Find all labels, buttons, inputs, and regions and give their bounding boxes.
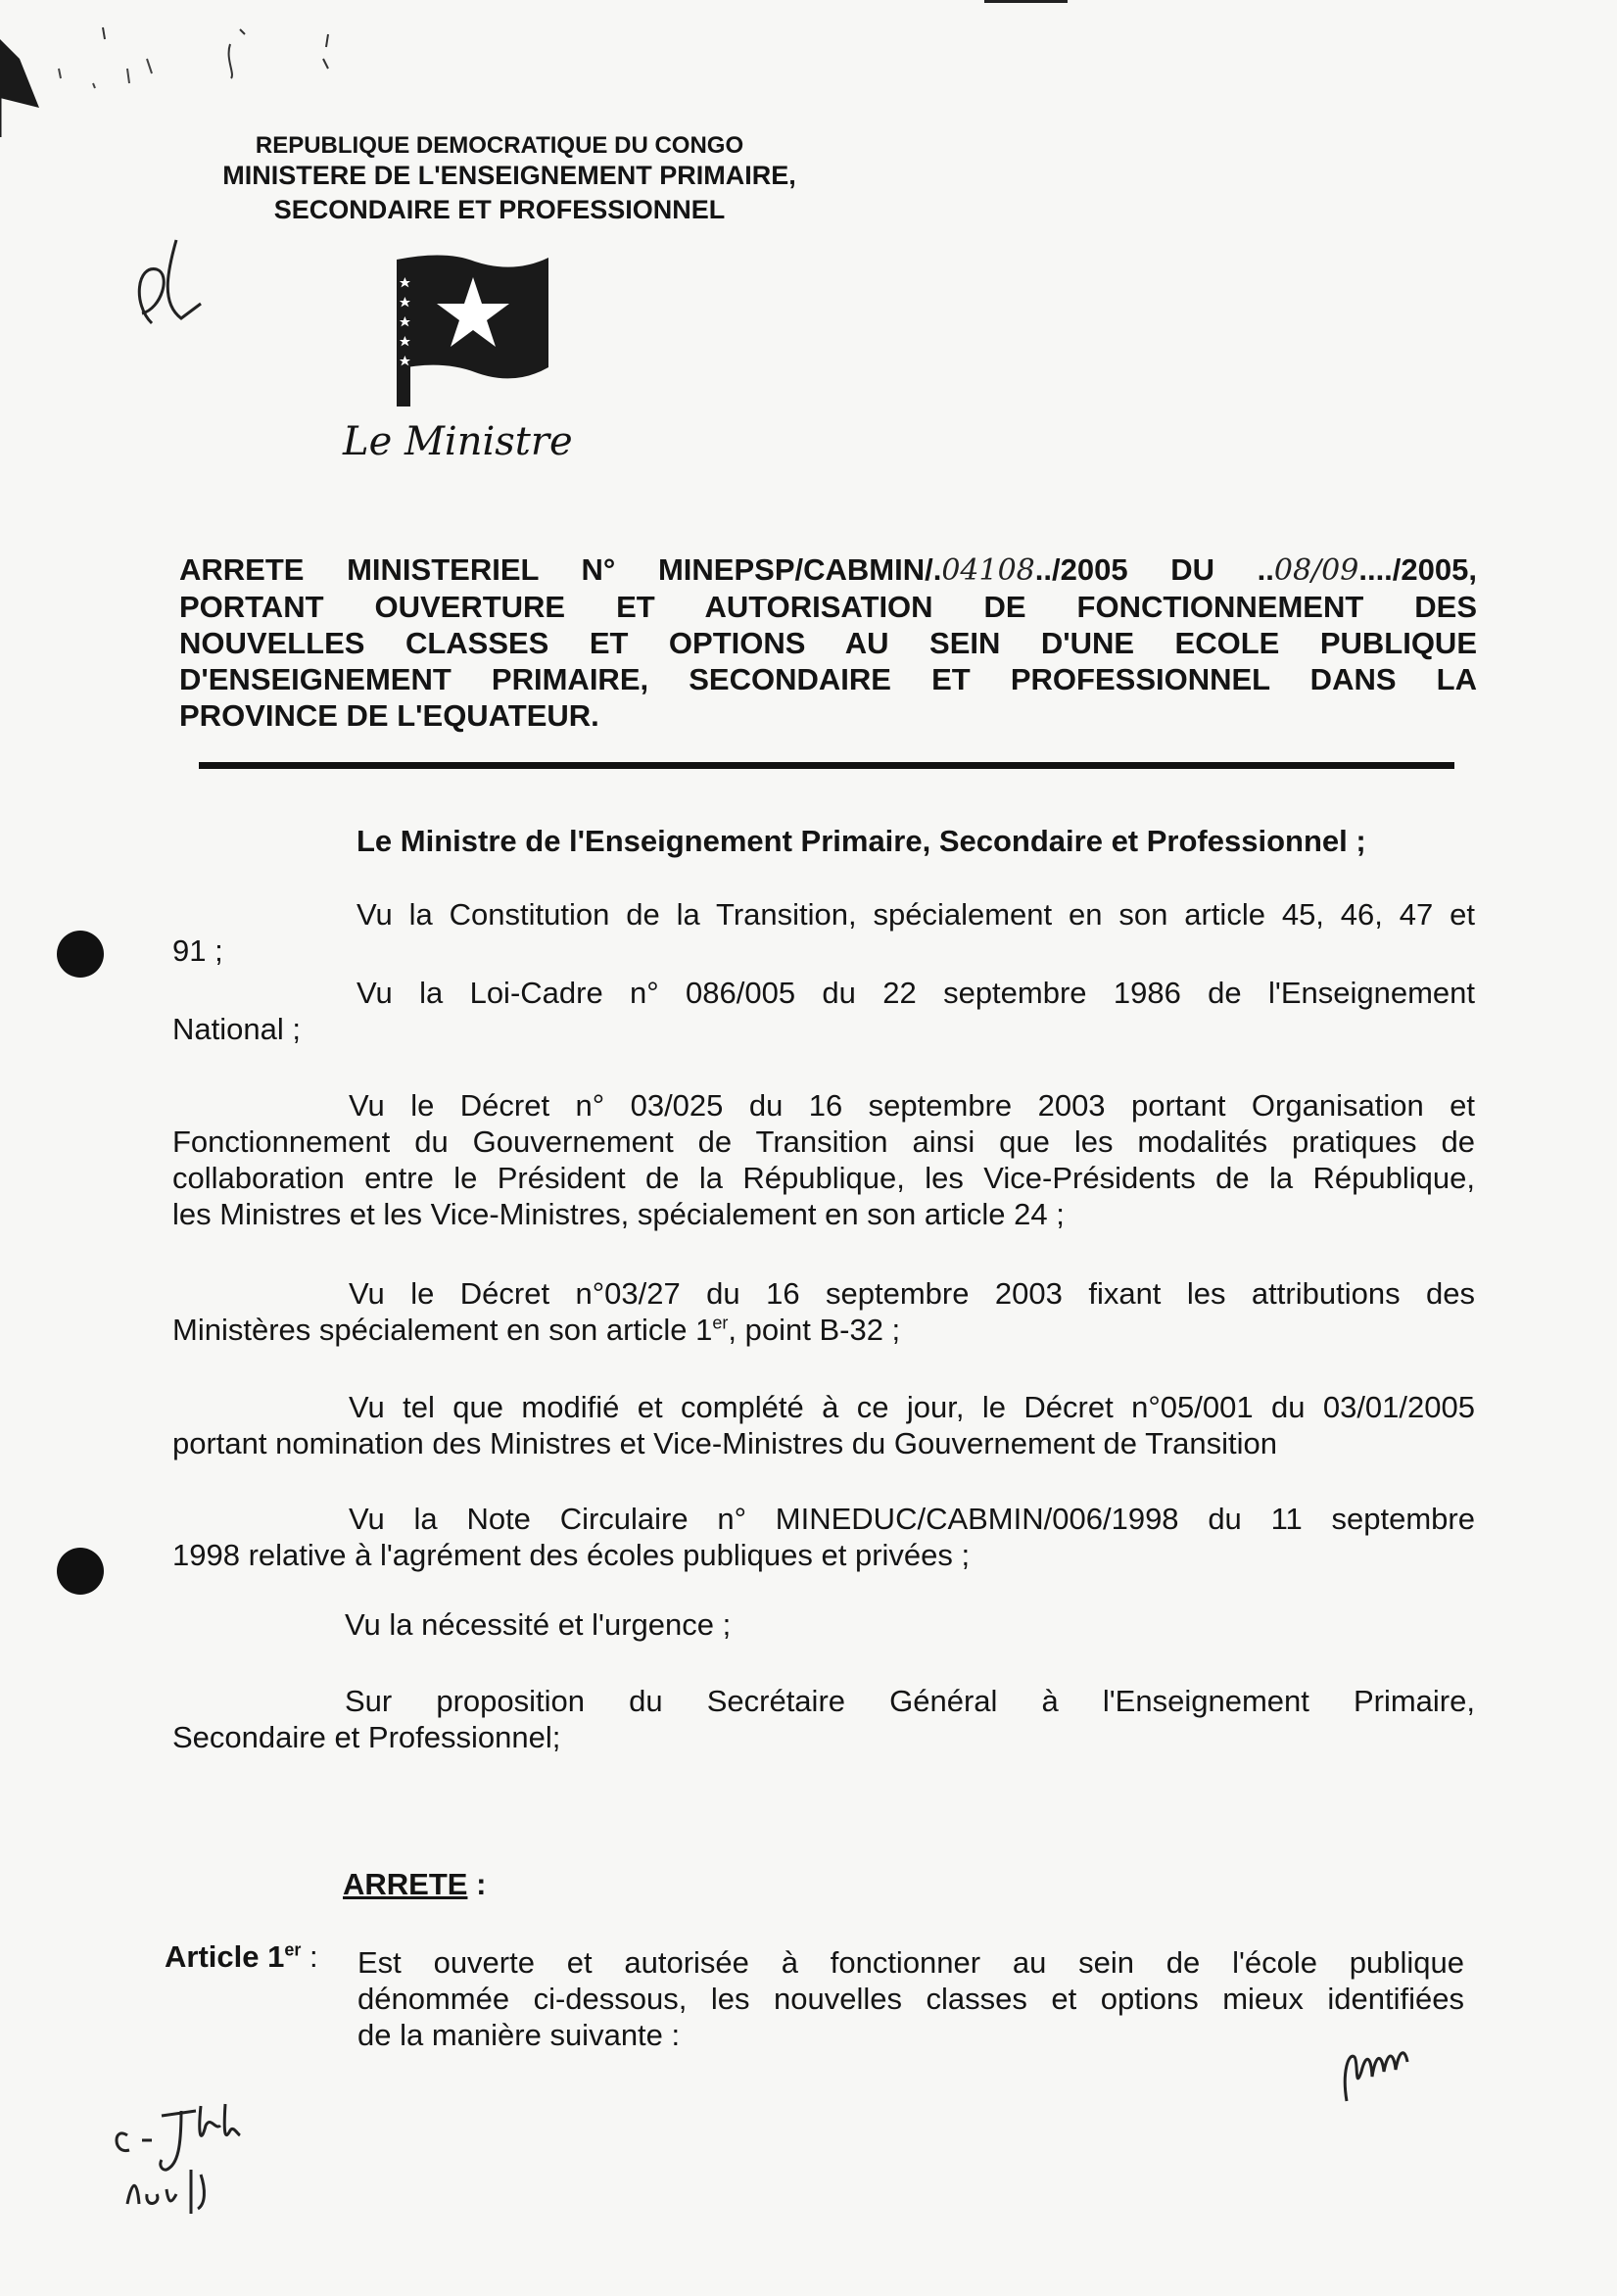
handwritten-initial-mark: [122, 235, 211, 333]
paragraph-decret-03-27: [172, 1275, 1475, 1348]
decree-title-line5: PROVINCE DE L'EQUATEUR.: [179, 698, 599, 733]
paragraph-note-circulaire-line2: 1998 relative à l'agrément des écoles publiques et privées ;: [172, 1538, 971, 1572]
paragraph-constitution: [172, 896, 1475, 969]
scan-edge-marks: [0, 0, 372, 137]
paragraph-decret-03-27-line2-end: , point B-32 ;: [728, 1313, 901, 1347]
republic-name: REPUBLIQUE DEMOCRATIQUE DU CONGO: [255, 132, 744, 159]
signatory-title: Le Ministre: [343, 419, 573, 464]
superscript-er: er: [712, 1313, 729, 1333]
paragraph-proposition-line2: Secondaire et Professionnel;: [172, 1720, 561, 1754]
article-1-colon: :: [301, 1939, 318, 1974]
paragraph-note-circulaire-line1: Vu la Note Circulaire n° MINEDUC/CABMIN/006/1998 du 11 septembre: [349, 1502, 1475, 1536]
article-1-superscript: er: [284, 1939, 302, 1960]
minister-heading: Le Ministre de l'Enseignement Primaire, Secondaire et Professionnel ;: [357, 824, 1366, 858]
decree-title-line2: PORTANT OUVERTURE ET AUTORISATION DE FONCTIONNEMENT DES: [179, 590, 1477, 624]
punch-hole-bottom: [57, 1548, 104, 1595]
article-1-line3: de la manière suivante :: [357, 2018, 681, 2052]
decree-number-prefix: ARRETE MINISTERIEL N° MINEPSP/CABMIN/.: [179, 552, 942, 587]
title-divider: [199, 762, 1454, 769]
article-1-line2: dénommée ci-dessous, les nouvelles classes et options mieux identifiées: [357, 1982, 1464, 2016]
paragraph-constitution-line2: 91 ;: [172, 933, 223, 968]
paragraph-constitution-line1: Vu la Constitution de la Transition, spécialement en son article 45, 46, 47 et: [357, 897, 1475, 932]
decree-title: [179, 551, 1477, 734]
paragraph-necessite: Vu la nécessité et l'urgence ;: [345, 1607, 732, 1642]
handwritten-note-bottom-left: [108, 2096, 274, 2224]
decree-year-and-du: ../2005 DU ..: [1034, 552, 1274, 587]
paragraph-loi-cadre: [172, 975, 1475, 1047]
flag-star-emblem-icon: [387, 250, 553, 411]
paragraph-loi-cadre-line1: Vu la Loi-Cadre n° 086/005 du 22 septembre 1986 de l'Enseignement: [357, 976, 1475, 1010]
arrete-heading-text: ARRETE: [343, 1867, 468, 1901]
decree-title-line3: NOUVELLES CLASSES ET OPTIONS AU SEIN D'UNE ECOLE PUBLIQUE: [179, 626, 1477, 660]
decree-title-line1: [179, 551, 1477, 589]
article-1-text: [357, 1944, 1464, 2053]
paragraph-decret-05-001-line1: Vu tel que modifié et complété à ce jour, le Décret n°05/001 du 03/01/2005: [349, 1390, 1475, 1424]
paragraph-decret-03-27-line2-text: Ministères spécialement en son article 1: [172, 1313, 713, 1347]
paragraph-decret-03-025: [172, 1087, 1475, 1232]
arrete-heading: [343, 1867, 486, 1902]
paragraph-decret-03-025-line1: Vu le Décret n° 03/025 du 16 septembre 2003 portant Organisation et: [349, 1088, 1475, 1123]
paragraph-loi-cadre-line2: National ;: [172, 1012, 301, 1046]
handwritten-decree-date: 08/09: [1273, 553, 1359, 588]
punch-hole-top: [57, 931, 104, 978]
paragraph-decret-03-025-line3: collaboration entre le Président de la République, les Vice-Présidents de la République,: [172, 1161, 1475, 1195]
top-edge-line: [984, 0, 1068, 3]
article-1-line1: Est ouverte et autorisée à fonctionner au sein de l'école publique: [357, 1945, 1464, 1980]
paragraph-decret-03-025-line4: les Ministres et les Vice-Ministres, spécialement en son article 24 ;: [172, 1197, 1065, 1231]
ministry-name-line1: MINISTERE DE L'ENSEIGNEMENT PRIMAIRE,: [222, 161, 796, 190]
paragraph-decret-03-27-line2: [172, 1312, 1475, 1348]
paragraph-proposition: [172, 1683, 1475, 1755]
paragraph-decret-05-001: [172, 1389, 1475, 1461]
paragraph-decret-03-025-line2: Fonctionnement du Gouvernement de Transition ainsi que les modalités pratiques de: [172, 1124, 1475, 1159]
decree-title-line4: D'ENSEIGNEMENT PRIMAIRE, SECONDAIRE ET PROFESSIONNEL DANS LA: [179, 662, 1477, 696]
article-1-label-text: Article 1: [165, 1939, 285, 1974]
arrete-heading-colon: :: [467, 1867, 487, 1901]
article-1-label: [165, 1939, 318, 1975]
paragraph-decret-03-27-line1: Vu le Décret n°03/27 du 16 septembre 2003 fixant les attributions des: [349, 1276, 1475, 1311]
decree-date-year: ..../2005,: [1358, 552, 1477, 587]
paragraph-note-circulaire: [172, 1501, 1475, 1573]
handwritten-decree-number: 04108: [941, 553, 1035, 588]
ministry-name-line2: SECONDAIRE ET PROFESSIONNEL: [273, 195, 726, 224]
paragraph-decret-05-001-line2: portant nomination des Ministres et Vice-Ministres du Gouvernement de Transition: [172, 1426, 1278, 1460]
paragraph-proposition-line1: Sur proposition du Secrétaire Général à l'Enseignement Primaire,: [345, 1684, 1475, 1718]
handwritten-paraphe-right: [1337, 2033, 1425, 2111]
